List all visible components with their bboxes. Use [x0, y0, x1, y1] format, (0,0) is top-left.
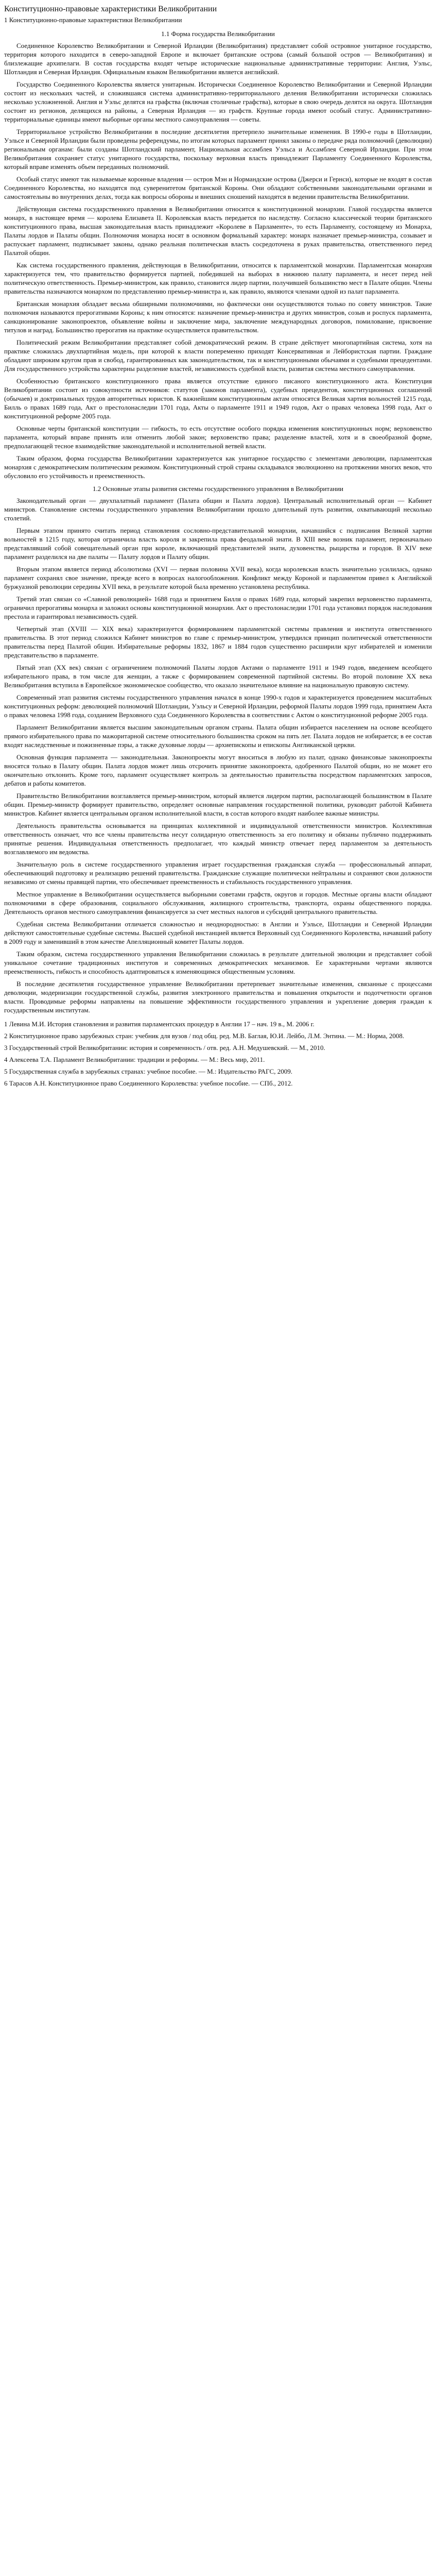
section-heading: 1.2 Основные этапы развития системы государственного управления в Великобритании: [93, 485, 343, 493]
paragraph: Парламент Великобритании является высшим законодательным органом страны. Палата общин избирается населением на основе всеобщего прямого избирательного права по мажоритарной системе относительного большинства сроком на пять лет. Палата лордов не избирается; в ее состав входят наследственные и пожизненные пэры, а также духовные лорды — архиепископы и епископы Англиканской церкви.: [4, 723, 432, 749]
source-entry: 2 Конституционное право зарубежных стран: учебник для вузов / под общ. ред. М.В. Баглая, Ю.И. Лейбо, Л.М. Энтина. — М.: Норма, 2008.: [4, 1032, 405, 1040]
section-2: [4, 484, 432, 1014]
paragraph: Современный этап развития системы государственного управления начался в конце 1990-х годов и характеризуется проведением масштабных конституционных реформ: деволюцией полномочий Шотландии, Уэльсу и Северной Ирландии, реформой Палаты лордов 1999 года, принятием Акта о правах человека 1998 года, созданием Верховного суда Соединенного Королевства в соответствии с Актом о конституционной реформе 2005 года.: [4, 693, 432, 719]
paragraph: Политический режим Великобритании представляет собой демократический режим. В стране действует многопартийная система, хотя на практике сложилась двухпартийная модель, при которой к власти попеременно приходят Консервативная и Лейбористская партии. Граждане обладают широким кругом прав и свобод, гарантированных как законодательством, так и конституционными обычаями и судебными прецедентами. Для государственного устройства характерны разделение властей, независимость судебной власти, развитая система местного самоуправления.: [4, 338, 432, 372]
paragraph: Значительную роль в системе государственного управления играет государственная гражданская служба — профессиональный аппарат, обеспечивающий подготовку и реализацию решений правительства. Гражданские служащие политически нейтральны и сохраняют свои должности независимо от смены правящей партии, что обеспечивает преемственность и стабильность государственного управления.: [4, 860, 432, 886]
paragraph: Законодательный орган — двухпалатный парламент (Палата общин и Палата лордов). Центральный исполнительный орган — Кабинет министров. Становление системы государственного управления Великобритании прошло длительный путь развития, охватывающий несколько столетий.: [4, 497, 432, 522]
source-entry: 3 Государственный строй Великобритании: история и современность / отв. ред. А.Н. Медушевский. — М., 2010.: [4, 1044, 325, 1052]
document-title: Конституционно-правовые характеристики Великобритании: [4, 5, 217, 13]
paragraph: Британская монархия обладает весьма обширными полномочиями, но фактически они осуществляются только по совету министров. Такие полномочия называются прерогативами Короны; к ним относятся: назначение премьер-министра и других министров, созыв и роспуск парламента, санкционирование законопроектов, объявление войны и заключение мира, заключение международных договоров, помилование, присвоение титулов и наград. Большинство прерогатив на практике осуществляется правительством.: [4, 300, 432, 334]
paragraph: Основные черты британской конституции — гибкость, то есть отсутствие особого порядка изменения конституционных норм; верховенство парламента, который вправе принять или отменить любой закон; верховенство права; разделение властей, хотя и в своеобразной форме, предполагающей тесное взаимодействие законодательной и исполнительной ветвей власти.: [4, 425, 432, 450]
paragraph: Таким образом, форма государства Великобритании характеризуется как унитарное государство с элементами деволюции, парламентская монархия с демократическим политическим режимом. Конституционный строй страны складывался эволюционно на протяжении многих веков, что обусловило его устойчивость и преемственность.: [4, 454, 432, 480]
paragraph: Первым этапом принято считать период становления сословно-представительной монархии, начавшийся с подписания Великой хартии вольностей в 1215 году, которая ограничила власть короля и закрепила права феодальной знати. В XIII веке возник парламент, первоначально представлявший собой совещательный орган при короле, включающий представителей знати, духовенства, рыцарства и городов. В XIV веке парламент разделился на две палаты — Палату лордов и Палату общин.: [4, 527, 432, 561]
paragraph: Территориальное устройство Великобритании в последние десятилетия претерпело значительные изменения. В 1990-е годы в Шотландии, Уэльсе и Северной Ирландии были проведены референдумы, по итогам которых парламент принял законы о передаче ряда полномочий (деволюции) региональным органам: были созданы Шотландский парламент, Национальная ассамблея Уэльса и Ассамблея Северной Ирландии. При этом Великобритания сохраняет статус унитарного государства, поскольку верховная власть принадлежит Парламенту Соединенного Королевства, который вправе изменять объем переданных полномочий.: [4, 128, 432, 171]
paragraph: Основная функция парламента — законодательная. Законопроекты могут вноситься в любую из палат, однако финансовые законопроекты вносятся только в Палату общин. Палата лордов может лишь отсрочить принятие законопроекта, одобренного Палатой общин, но не может его окончательно отклонить. Кроме того, парламент осуществляет контроль за деятельностью правительства посредством парламентских запросов, дебатов и работы комитетов.: [4, 753, 432, 787]
paragraph: Особенностью британского конституционного права является отсутствие единого писаного конституционного акта. Конституция Великобритании состоит из совокупности источников: статутов (законов парламента), судебных прецедентов, конституционных соглашений (обычаев) и доктринальных трудов авторитетных юристов. К важнейшим конституционным актам относятся Великая хартия вольностей 1215 года, Билль о правах 1689 года, Акт о престолонаследии 1701 года, Акты о парламенте 1911 и 1949 годов, Акт о правах человека 1998 года, Акт о конституционной реформе 2005 года.: [4, 377, 432, 420]
paragraph: Как система государственного правления, действующая в Великобритании, относится к парламентской монархии. Парламентская монархия характеризуется тем, что правительство формируется партией, победившей на выборах в нижнюю палату парламента, и несет перед ней политическую ответственность. Премьер-министром, как правило, становится лидер партии, получившей большинство мест в Палате общин. Члены правительства назначаются монархом по представлению премьер-министра и, как правило, являются членами одной из палат парламента.: [4, 261, 432, 295]
paragraph: Четвертый этап (XVIII — XIX века) характеризуется формированием парламентской системы правления и института ответственного правительства. В этот период сложился Кабинет министров во главе с премьер-министром, утвердился принцип политической ответственности правительства перед Палатой общин. Избирательные реформы 1832, 1867 и 1884 годов существенно расширили круг избирателей и изменили представительство в парламенте.: [4, 625, 432, 659]
paragraph: Действующая система государственного правления в Великобритании относится к конституционной монархии. Главой государства является монарх, в настоящее время — королева Елизавета II. Королевская власть передается по наследству. Согласно классической теории британского конституционного права, высшая законодательная власть принадлежит «Королеве в Парламенте», то есть Парламенту, состоящему из Монарха, Палаты лордов и Палаты общин. Полномочия монарха носят в основном формальный характер: монарх назначает премьер-министра, созывает и распускает парламент, подписывает законы, однако реальная политическая власть сосредоточена в руках правительства, ответственного перед Палатой общин.: [4, 205, 432, 257]
source-entry: 4 Алексеева Т.А. Парламент Великобритании: традиции и реформы. — М.: Весь мир, 2011.: [4, 1056, 265, 1063]
paragraph: Деятельность правительства основывается на принципах коллективной и индивидуальной ответственности министров. Коллективная ответственность означает, что все члены правительства несут солидарную ответственность за его политику и обязаны публично поддерживать принятые решения. Индивидуальная ответственность предполагает, что каждый министр отвечает перед парламентом за деятельность возглавляемого им ведомства.: [4, 822, 432, 856]
paragraph: Пятый этап (XX век) связан с ограничением полномочий Палаты лордов Актами о парламенте 1911 и 1949 годов, введением всеобщего избирательного права, в том числе для женщин, а также с формированием современной партийной системы. Во второй половине XX века Великобритания вступила в Европейское экономическое сообщество, что оказало значительное влияние на национальную правовую систему.: [4, 664, 432, 689]
paragraph: Судебная система Великобритании отличается сложностью и неоднородностью: в Англии и Уэльсе, Шотландии и Северной Ирландии действуют самостоятельные судебные системы. Высшей судебной инстанцией является Верховный суд Соединенного Королевства, начавший работу в 2009 году и заменивший в этом качестве Апелляционный комитет Палаты лордов.: [4, 920, 432, 945]
section-body: [4, 496, 432, 1014]
source-entry: 1 Левина М.И. История становления и развития парламентских процедур в Англии 17 – нач. 19 в., М. 2006 г.: [4, 1020, 315, 1028]
table-of-contents: [4, 15, 432, 24]
section-body: [4, 41, 432, 480]
paragraph: Особый статус имеют так называемые коронные владения — остров Мэн и Нормандские острова (Джерси и Гернси), которые не входят в состав Соединенного Королевства, но находятся под суверенитетом британской Короны. Они обладают собственными законодательными органами и самостоятельны во внутренних делах, тогда как вопросы обороны и внешних сношений находятся в ведении правительства Великобритании.: [4, 175, 432, 200]
sources-list: [4, 1020, 432, 1088]
section-heading: 1.1 Форма государства Великобритании: [161, 30, 275, 38]
paragraph: Местное управление в Великобритании осуществляется выборными советами графств, округов и городов. Местные органы власти обладают полномочиями в сфере образования, социального обслуживания, жилищного строительства, транспорта, охраны общественного порядка. Деятельность органов местного самоуправления финансируется за счет местных налогов и субсидий центрального правительства.: [4, 890, 432, 916]
paragraph: Государство Соединенного Королевства является унитарным. Исторически Соединенное Королевство Великобритании и Северной Ирландии состоит из нескольких частей, и сложившаяся система административно-территориального деления Великобритании исторически сложилась несколько усложненной. Англия и Уэльс делятся на графства (включая столичные графства), которые в свою очередь делятся на округа. Шотландия состоит из регионов, делящихся на районы, а Северная Ирландия — из графств. Крупные города имеют особый статус. Административно-территориальные единицы имеют выборные органы местного самоуправления — советы.: [4, 80, 432, 123]
section-1: [4, 29, 432, 480]
paragraph: Соединенное Королевство Великобритании и Северной Ирландии (Великобритания) представляет собой островное унитарное государство, территория которого находится в северо-западной Европе и включает британские острова (самый большой остров — Великобритания) и близлежащие архипелаги. В состав государства входят четыре исторические национальные административные территории: Англия, Уэльс, Шотландия и Северная Ирландия. Официальным языком Великобритании является английский.: [4, 42, 432, 76]
document-page: [0, 0, 436, 1101]
paragraph: Вторым этапом является период абсолютизма (XVI — первая половина XVII века), когда королевская власть значительно усилилась, однако парламент сохранял свое значение, прежде всего в вопросах налогообложения. Конфликт между Короной и парламентом привел к Английской буржуазной революции середины XVII века, в результате которой была временно установлена республика.: [4, 565, 432, 590]
paragraph: В последние десятилетия государственное управление Великобритании претерпевает значительные изменения, связанные с процессами деволюции, модернизации государственной службы, развития электронного правительства и повышения открытости и подотчетности органов власти. Проводимые реформы направлены на повышение эффективности государственного управления и укрепление доверия граждан к государственным институтам.: [4, 980, 432, 1014]
source-entry: 6 Тарасов А.Н. Конституционное право Соединенного Королевства: учебное пособие. — СПб., 2012.: [4, 1079, 293, 1087]
toc-item[interactable]: 1 Конституционно-правовые характеристики Великобритании: [4, 16, 182, 24]
paragraph: Таким образом, система государственного управления Великобритании сложилась в результате длительной эволюции и представляет собой уникальное сочетание традиционных институтов и современных демократических механизмов. Ее характерными чертами являются преемственность, гибкость и способность адаптироваться к изменяющимся общественным условиям.: [4, 950, 432, 975]
paragraph: Третий этап связан со «Славной революцией» 1688 года и принятием Билля о правах 1689 года, который закрепил верховенство парламента, ограничил прерогативы монарха и заложил основы конституционной монархии. Акт о престолонаследии 1701 года установил порядок наследования престола и гарантировал независимость судей.: [4, 595, 432, 620]
paragraph: Правительство Великобритании возглавляется премьер-министром, который является лидером партии, располагающей большинством в Палате общин. Премьер-министр формирует правительство, определяет основные направления государственной политики, руководит работой Кабинета министров. Кабинет является центральным органом исполнительной власти, в состав которого входят наиболее важные министры.: [4, 792, 432, 817]
source-entry: 5 Государственная служба в зарубежных странах: учебное пособие. — М.: Издательство РАГС, 2009.: [4, 1067, 292, 1075]
